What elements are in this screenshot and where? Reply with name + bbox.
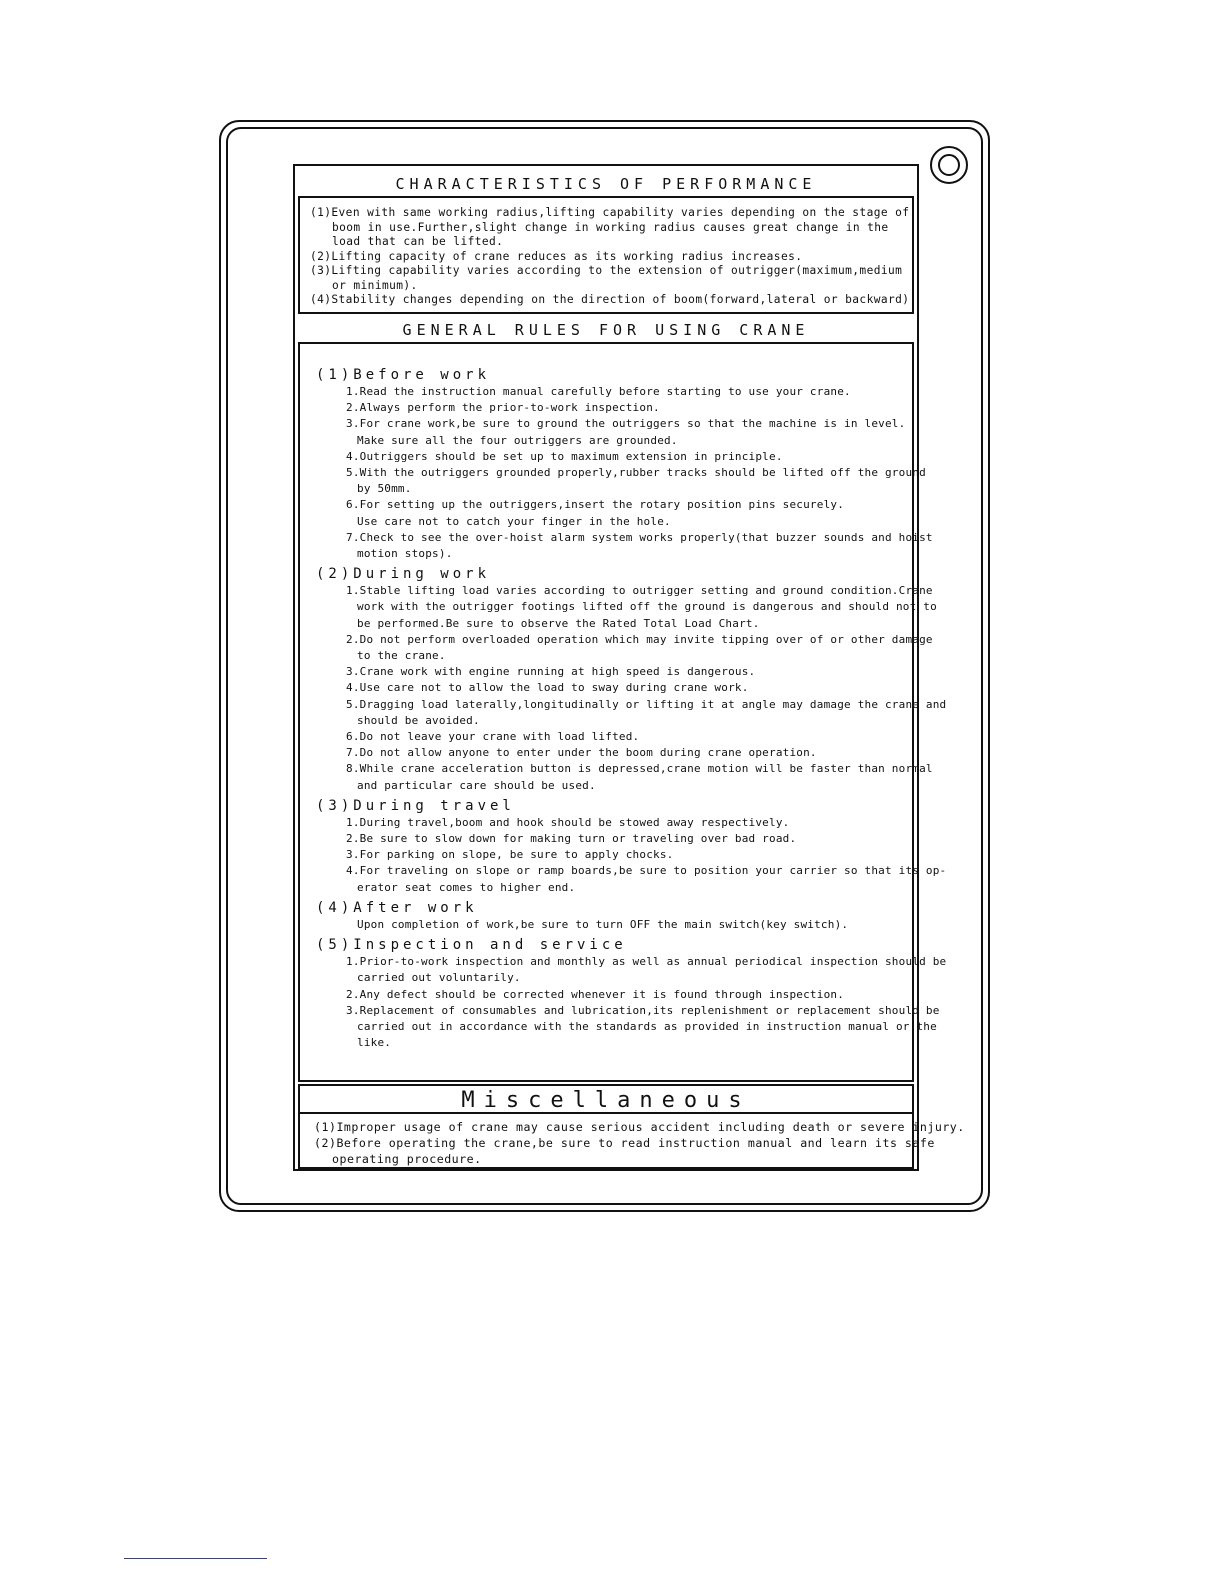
text-line: (1)Improper usage of crane may cause serious accident including death or severe injury.	[314, 1120, 965, 1134]
characteristics-box	[298, 196, 917, 314]
list-item: carried out in accordance with the standards as provided in instruction manual or the	[357, 1019, 937, 1033]
text-line: or minimum).	[332, 278, 418, 292]
during-work-heading: (2)During work	[316, 566, 491, 583]
footnote-rule	[124, 1558, 267, 1559]
list-item: 5.Dragging load laterally,longitudinally or lifting it at angle may damage the crane and	[346, 697, 947, 711]
list-item: 2.Be sure to slow down for making turn or traveling over bad road.	[346, 832, 797, 846]
after-work-heading: (4)After work	[316, 899, 478, 916]
list-item: 5.With the outriggers grounded properly,rubber tracks should be lifted off the ground	[346, 466, 926, 480]
list-item: 2.Any defect should be corrected whenever it is found through inspection.	[346, 987, 845, 1001]
list-item: Make sure all the four outriggers are grounded.	[357, 433, 678, 447]
text-line: boom in use.Further,slight change in working radius causes great change in the	[332, 220, 889, 234]
list-item: 3.For parking on slope, be sure to apply chocks.	[346, 848, 674, 862]
text-line: load that can be lifted.	[332, 235, 504, 248]
miscellaneous-title: Miscellaneous	[298, 1084, 914, 1114]
inspection-heading: (5)Inspection and service	[316, 937, 627, 954]
mounting-hole-icon	[930, 146, 968, 184]
list-item: 1.Prior-to-work inspection and monthly as well as annual periodical inspection should be	[346, 955, 947, 969]
list-item: 4.Outriggers should be set up to maximum extension in principle.	[346, 449, 783, 463]
text-line: (3)Lifting capability varies according to the extension of outrigger(maximum,medium	[310, 264, 903, 277]
during-travel-heading: (3)During travel	[316, 797, 515, 814]
list-item: motion stops).	[357, 547, 453, 561]
list-item: 6.For setting up the outriggers,insert the rotary position pins securely.	[346, 498, 845, 512]
list-item: Upon completion of work,be sure to turn OFF the main switch(key switch).	[357, 917, 849, 931]
text-line: (2)Before operating the crane,be sure to read instruction manual and learn its safe	[314, 1136, 935, 1150]
list-item: 7.Do not allow anyone to enter under the boom during crane operation.	[346, 746, 817, 760]
list-item: work with the outrigger footings lifted off the ground is dangerous and should not to	[357, 600, 937, 614]
text-line: (1)Even with same working radius,lifting capability varies depending on the stage of	[310, 206, 910, 219]
list-item: 4.For traveling on slope or ramp boards,be sure to position your carrier so that its op-	[346, 864, 947, 878]
list-item: 1.Stable lifting load varies according to outrigger setting and ground condition.Crane	[346, 584, 933, 598]
general-rules-title: GENERAL RULES FOR USING CRANE	[402, 321, 810, 339]
characteristics-title: CHARACTERISTICS OF PERFORMANCE	[395, 175, 817, 193]
list-item: and particular care should be used.	[357, 778, 596, 792]
text-line: operating procedure.	[332, 1152, 482, 1166]
list-item: carried out voluntarily.	[357, 971, 521, 985]
list-item: 2.Always perform the prior-to-work inspection.	[346, 401, 660, 415]
list-item: be performed.Be sure to observe the Rated Total Load Chart.	[357, 616, 760, 630]
instruction-label	[293, 164, 965, 1171]
list-item: 3.For crane work,be sure to ground the outriggers so that the machine is in level.	[346, 417, 906, 431]
list-item: erator seat comes to higher end.	[357, 880, 576, 894]
list-item: 1.Read the instruction manual carefully before starting to use your crane.	[346, 385, 851, 398]
before-work-heading: (1)Before work	[316, 367, 491, 383]
text-line: (4)Stability changes depending on the direction of boom(forward,lateral or backward).	[310, 293, 917, 306]
list-item: 3.Crane work with engine running at high speed is dangerous.	[346, 665, 756, 679]
list-item: 1.During travel,boom and hook should be stowed away respectively.	[346, 815, 790, 829]
list-item: Use care not to catch your finger in the hole.	[357, 514, 671, 528]
general-rules-box	[298, 342, 947, 1082]
list-item: 2.Do not perform overloaded operation which may invite tipping over of or other damage	[346, 632, 933, 646]
list-item: 8.While crane acceleration button is depressed,crane motion will be faster than normal	[346, 762, 933, 776]
list-item: 6.Do not leave your crane with load lifted.	[346, 730, 640, 744]
list-item: 3.Replacement of consumables and lubrication,its replenishment or replacement should be	[346, 1003, 940, 1017]
miscellaneous-box	[298, 1112, 965, 1169]
text-line: (2)Lifting capacity of crane reduces as its working radius increases.	[310, 249, 803, 263]
list-item: should be avoided.	[357, 713, 480, 727]
list-item: 4.Use care not to allow the load to sway during crane work.	[346, 681, 749, 695]
list-item: 7.Check to see the over-hoist alarm system works properly(that buzzer sounds and hoist	[346, 530, 933, 544]
list-item: by 50mm.	[357, 482, 412, 496]
list-item: to the crane.	[357, 649, 446, 663]
list-item: like.	[357, 1036, 392, 1050]
